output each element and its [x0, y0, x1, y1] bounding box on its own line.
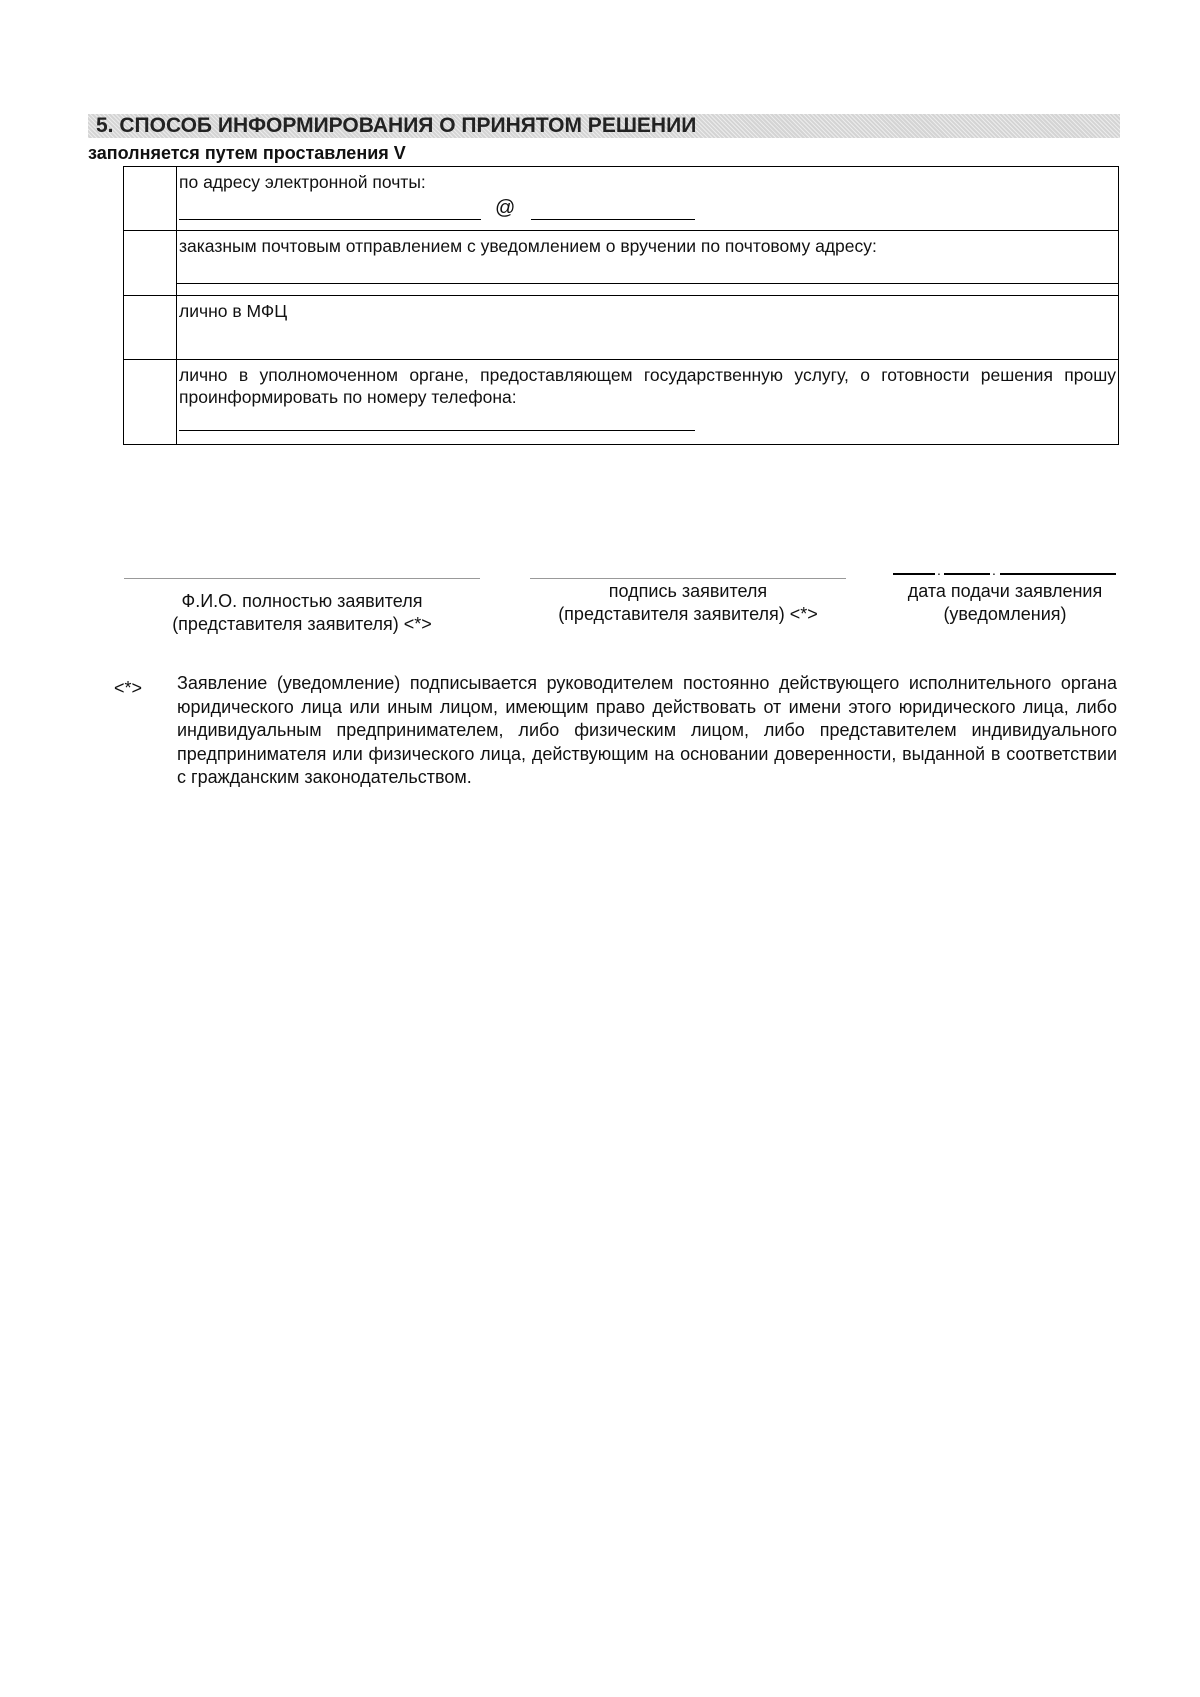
phone-number-field[interactable]	[179, 430, 695, 431]
option-row-mfc	[124, 296, 1119, 360]
name-caption: Ф.И.О. полностью заявителя (представителя заявителя) <*>	[172, 591, 432, 634]
at-sign: @	[495, 197, 516, 219]
email-domain-field[interactable]	[531, 219, 695, 220]
authority-option-label: лично в уполномоченном органе, предоставляющем государственную услугу, о готовности решения прошу проинформировать по номеру телефона:	[179, 365, 1116, 407]
option-row-registered-mail	[124, 231, 1119, 296]
email-user-field[interactable]	[179, 219, 481, 220]
registered-mail-checkbox[interactable]	[124, 231, 177, 296]
section-title: 5. СПОСОБ ИНФОРМИРОВАНИЯ О ПРИНЯТОМ РЕШЕНИИ	[88, 114, 1120, 138]
registered-mail-option-label: заказным почтовым отправлением с уведомлением о вручении по почтовому адресу:	[179, 236, 877, 256]
authority-option-cell	[177, 360, 1119, 445]
signature-line[interactable]	[530, 578, 846, 579]
date-month-field[interactable]	[944, 573, 990, 575]
option-row-email	[124, 167, 1119, 231]
option-row-authority	[124, 360, 1119, 445]
date-separator-1: .	[937, 562, 941, 578]
footnote-text: Заявление (уведомление) подписывается руководителем постоянно действующего исполнительного органа юридического лица или иным лицом, имеющим право действовать от имени этого юридического лица, либо индивидуальным предпринимателем, либо физическим лицом, либо представителем индивидуального предпринимателя или физического лица, действующим на основании доверенности, выданной в соответствии с гражданским законодательством.	[177, 673, 1117, 787]
date-separator-2: .	[992, 562, 996, 578]
mfc-checkbox[interactable]	[124, 296, 177, 360]
signature-caption: подпись заявителя (представителя заявителя) <*>	[558, 581, 818, 624]
mfc-option-label: лично в МФЦ	[179, 301, 288, 321]
authority-checkbox[interactable]	[124, 360, 177, 445]
email-option-cell	[177, 167, 1119, 231]
footnote-mark: <*>	[114, 678, 143, 698]
registered-mail-option-cell	[177, 231, 1119, 296]
postal-address-field[interactable]	[177, 283, 1118, 284]
notification-options-table	[123, 166, 1119, 445]
date-year-field[interactable]	[1000, 573, 1116, 575]
email-checkbox[interactable]	[124, 167, 177, 231]
date-day-field[interactable]	[893, 573, 935, 575]
email-option-label: по адресу электронной почты:	[179, 172, 426, 192]
date-caption: дата подачи заявления (уведомления)	[907, 581, 1103, 624]
mfc-option-cell	[177, 296, 1119, 360]
fill-instruction: заполняется путем проставления V	[88, 143, 406, 163]
name-signature-line[interactable]	[124, 578, 480, 579]
